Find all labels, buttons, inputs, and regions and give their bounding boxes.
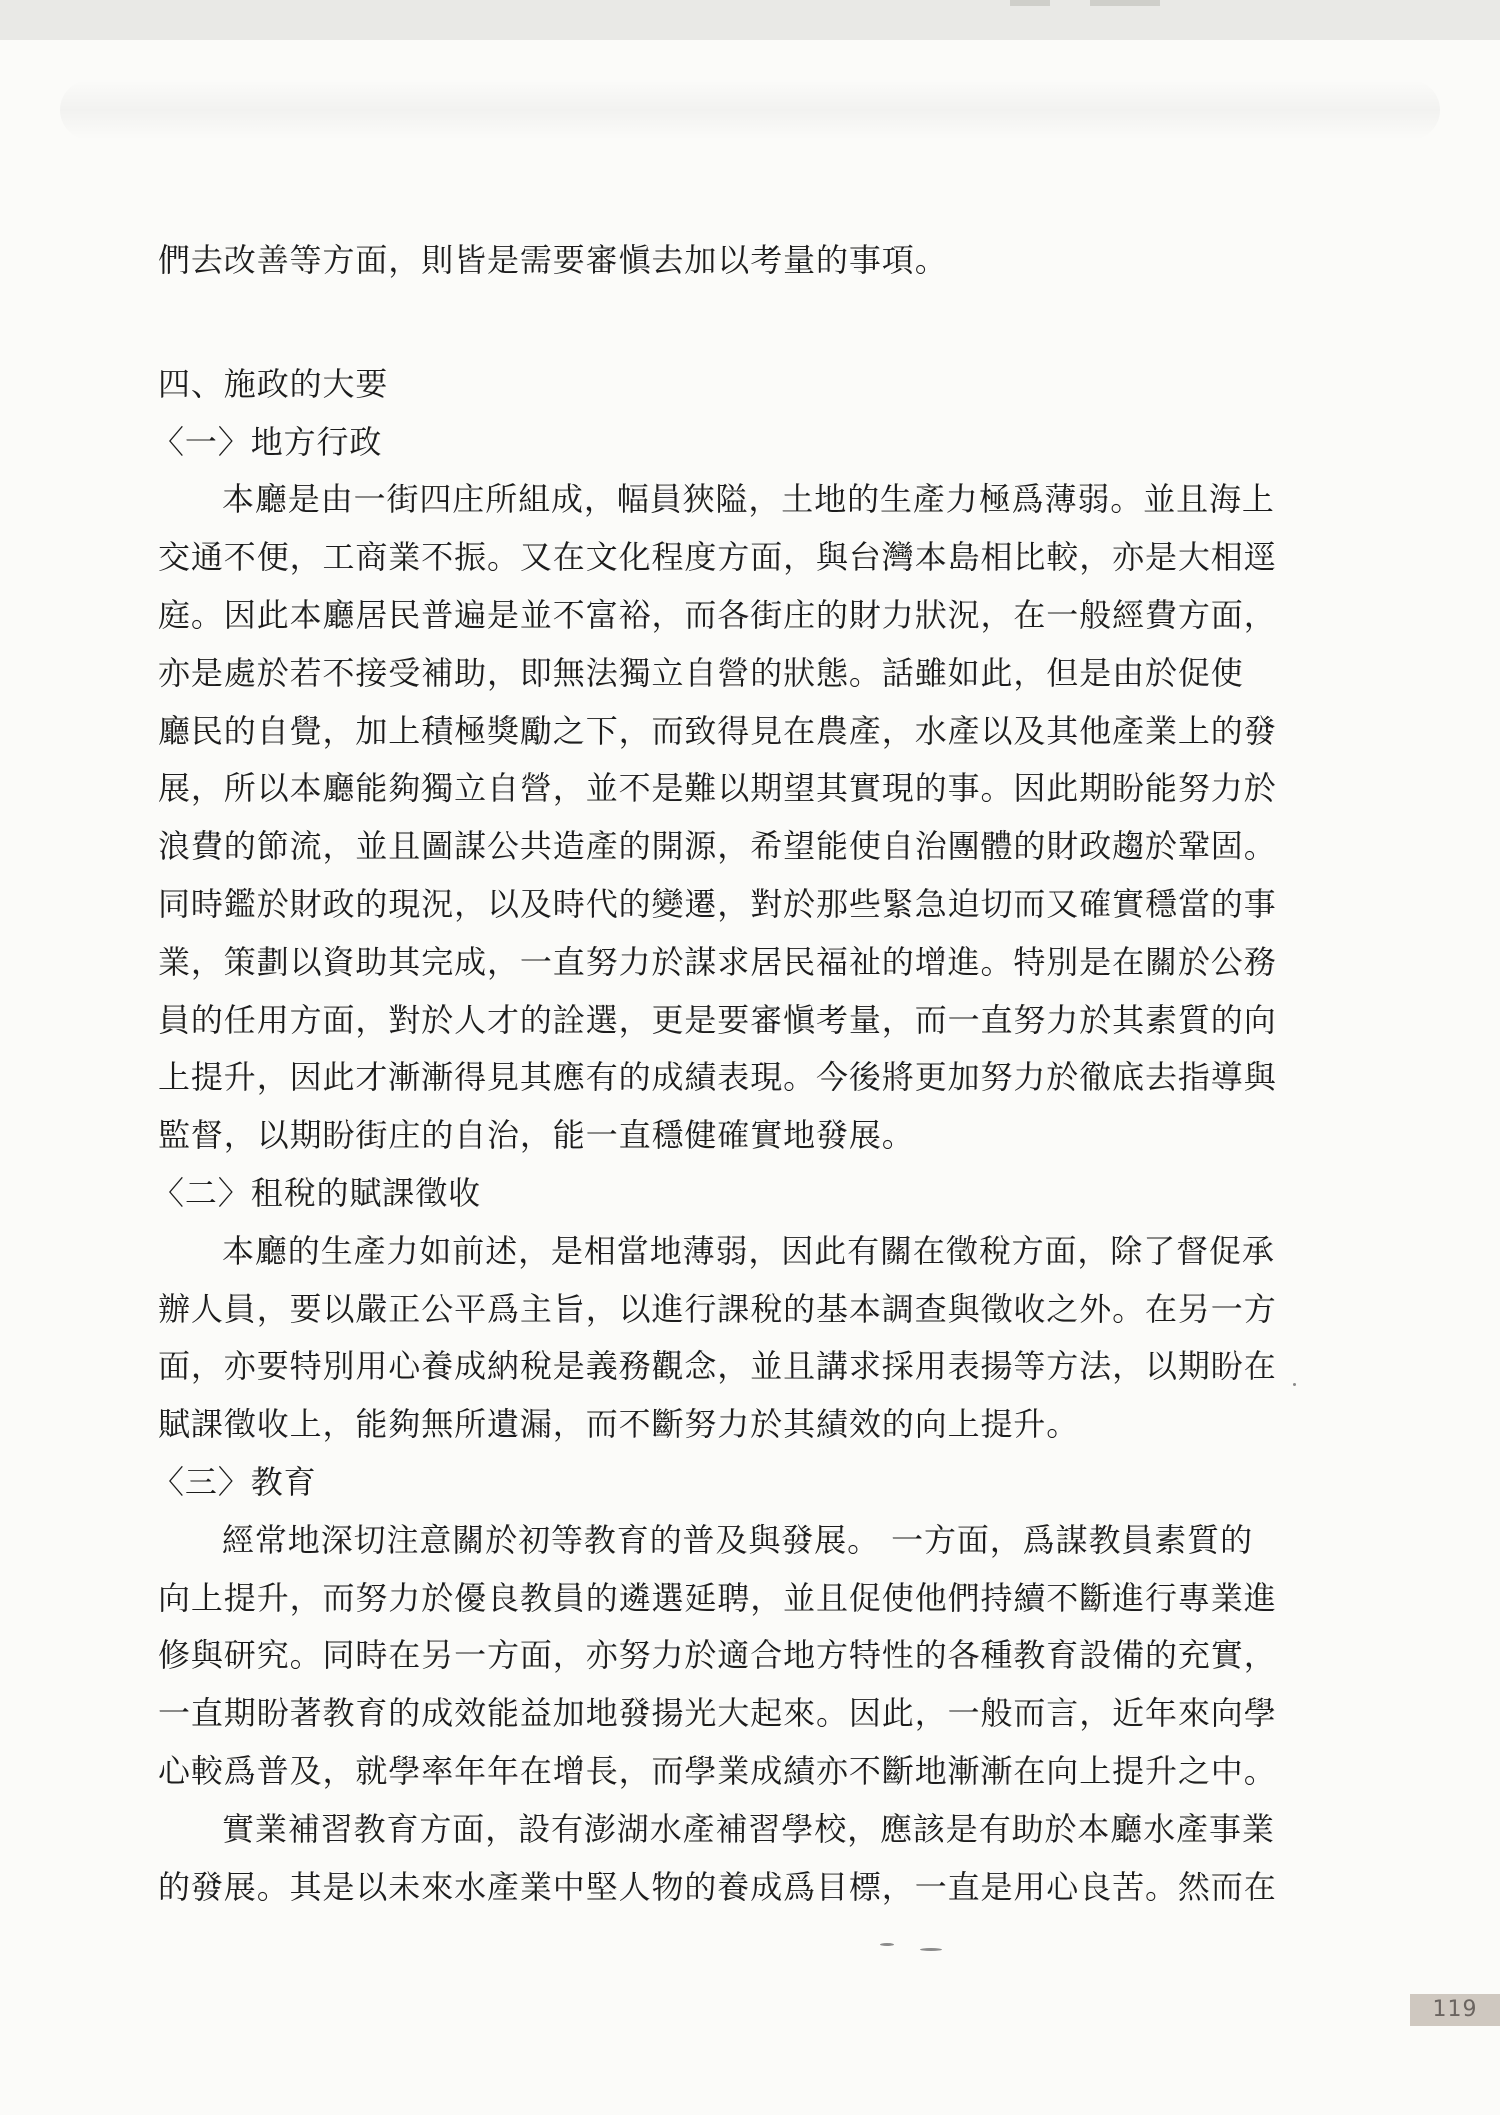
body-line: 的發展。其是以未來水產業中堅人物的養成爲目標，一直是用心良苦。然而在 [158,1867,1277,1906]
subsection-title: 〈二〉租稅的賦課徵收 [152,1173,482,1212]
body-line: 亦是處於若不接受補助，即無法獨立自營的狀態。話雖如此，但是由於促使 [158,653,1244,692]
body-line: 實業補習教育方面，設有澎湖水產補習學校，應該是有助於本廳水產事業 [222,1809,1275,1848]
body-line: 經常地深切注意關於初等教育的普及與發展。 一方面，爲謀教員素質的 [222,1520,1253,1559]
page-number: 119 [1410,1994,1500,2026]
body-line: 賦課徵收上，能夠無所遺漏，而不斷努力於其績效的向上提升。 [158,1405,1080,1444]
body-line: 庭。因此本廳居民普遍是並不富裕，而各街庄的財力狀況，在一般經費方面， [158,595,1277,634]
body-line: 面，亦要特別用心養成納稅是義務觀念，並且講求採用表揚等方法，以期盼在 [158,1347,1277,1386]
body-line: 修與研究。同時在另一方面，亦努力於適合地方特性的各種教育設備的充實， [158,1636,1277,1675]
scan-speck [920,1948,942,1951]
subsection-title: 〈三〉教育 [152,1462,317,1501]
section-title: 四、施政的大要 [158,364,389,403]
body-line: 同時鑑於財政的現況，以及時代的變遷，對於那些緊急迫切而又確實穩當的事 [158,884,1277,923]
body-line: 監督，以期盼街庄的自治，能一直穩健確實地發展。 [158,1116,915,1155]
scan-top-edge [0,0,1500,40]
page-body [152,232,1278,1916]
bleed-through-shadow [60,80,1440,140]
body-line: 向上提升，而努力於優良教員的遴選延聘，並且促使他們持續不斷進行專業進 [158,1578,1277,1617]
scan-mark [1010,0,1050,6]
body-line: 交通不便，工商業不振。又在文化程度方面，與台灣本島相比較，亦是大相逕 [158,538,1277,577]
body-line: 上提升，因此才漸漸得見其應有的成績表現。今後將更加努力於徹底去指導與 [158,1058,1277,1097]
body-line: 廳民的自覺，加上積極獎勵之下，而致得見在農產，水產以及其他產業上的發 [158,711,1277,750]
scan-mark [1090,0,1160,6]
body-line: 業，策劃以資助其完成，一直努力於謀求居民福祉的增進。特別是在關於公務 [158,942,1277,981]
body-line: 辦人員，要以嚴正公平爲主旨，以進行課稅的基本調查與徵收之外。在另一方 [158,1289,1277,1328]
body-line: 員的任用方面，對於人才的詮選，更是要審愼考量，而一直努力於其素質的向 [158,1000,1277,1039]
body-line: 本廳是由一街四庄所組成，幅員狹隘，土地的生產力極爲薄弱。並且海上 [222,480,1275,519]
scan-speck [880,1943,894,1946]
body-line: 浪費的節流，並且圖謀公共造產的開源，希望能使自治團體的財政趨於鞏固。 [158,827,1277,866]
body-line: 本廳的生產力如前述，是相當地薄弱，因此有關在徵稅方面，除了督促承 [222,1231,1275,1270]
body-line: 展，所以本廳能夠獨立自營，並不是難以期望其實現的事。因此期盼能努力於 [158,769,1277,808]
body-line: 一直期盼著教育的成效能益加地發揚光大起來。因此，一般而言，近年來向學 [158,1694,1277,1733]
intro-line: 們去改善等方面，則皆是需要審愼去加以考量的事項。 [158,241,948,279]
body-line: 心較爲普及，就學率年年在增長，而學業成績亦不斷地漸漸在向上提升之中。 [158,1751,1277,1790]
scan-speck [1293,1383,1296,1386]
subsection-title: 〈一〉地方行政 [152,422,383,461]
spacer [158,290,1278,356]
